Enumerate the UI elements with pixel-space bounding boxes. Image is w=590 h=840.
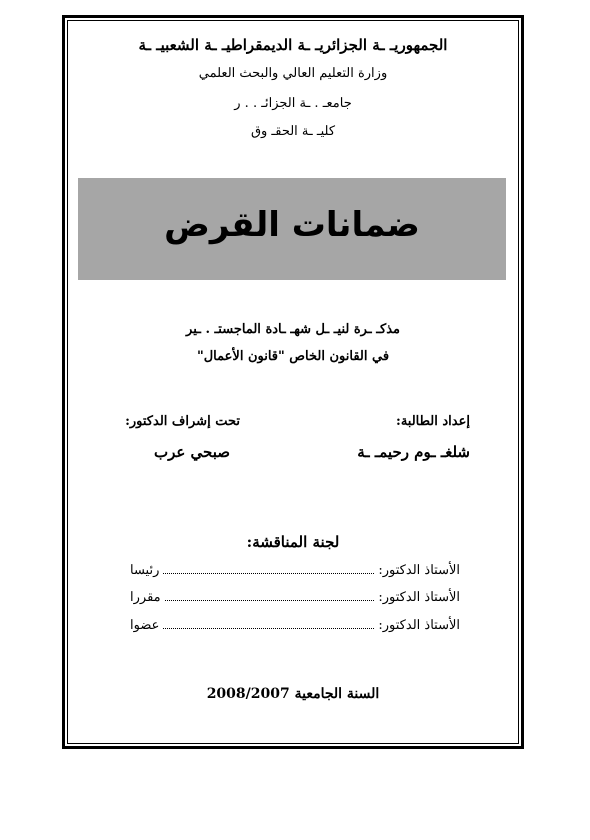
academic-year: السنة الجامعية 2008/2007 — [206, 686, 380, 702]
committee-member-row — [130, 589, 460, 607]
ministry-name: وزارة التعليم العالي والبحث العلمي — [198, 66, 388, 81]
specialization: في القانون الخاص "قانون الأعمال" — [196, 349, 390, 364]
supervisor-label: تحت إشراف الدكتور: — [125, 414, 240, 429]
member-role: رئيسا — [130, 563, 160, 578]
member-title: الأستاذ الدكتور: — [378, 618, 460, 633]
dotted-line — [163, 617, 374, 629]
supervisor-name: صبحي عرب — [153, 443, 230, 461]
dotted-line — [163, 562, 374, 574]
prepared-by-label: إعداد الطالبة: — [396, 414, 470, 429]
thesis-title: ضمانات القرض — [164, 205, 420, 245]
committee-member-row — [130, 562, 460, 580]
member-title: الأستاذ الدكتور: — [378, 563, 460, 578]
committee-heading: لجنة المناقشة: — [246, 533, 340, 551]
dotted-line — [165, 589, 375, 601]
faculty-name: كليـ ـة الحقـ وق — [250, 124, 336, 139]
member-title: الأستاذ الدكتور: — [378, 590, 460, 605]
member-role: عضوا — [130, 618, 160, 633]
degree-statement: مذكـ ـرة لنيـ ـل شهـ ـادة الماجستـ . ـير — [186, 322, 400, 337]
committee-member-row — [130, 617, 460, 635]
university-name: جامعـ . ـة الجزائـ . . ر — [234, 96, 352, 111]
republic-name: الجمهوريـ ـة الجزائريـ ـة الديمقراطيـ ـة الشعبيـ ـة — [138, 36, 448, 54]
member-role: مقررا — [130, 590, 161, 605]
student-name: شلغـ ـوم رحيمـ ـة — [357, 443, 470, 461]
